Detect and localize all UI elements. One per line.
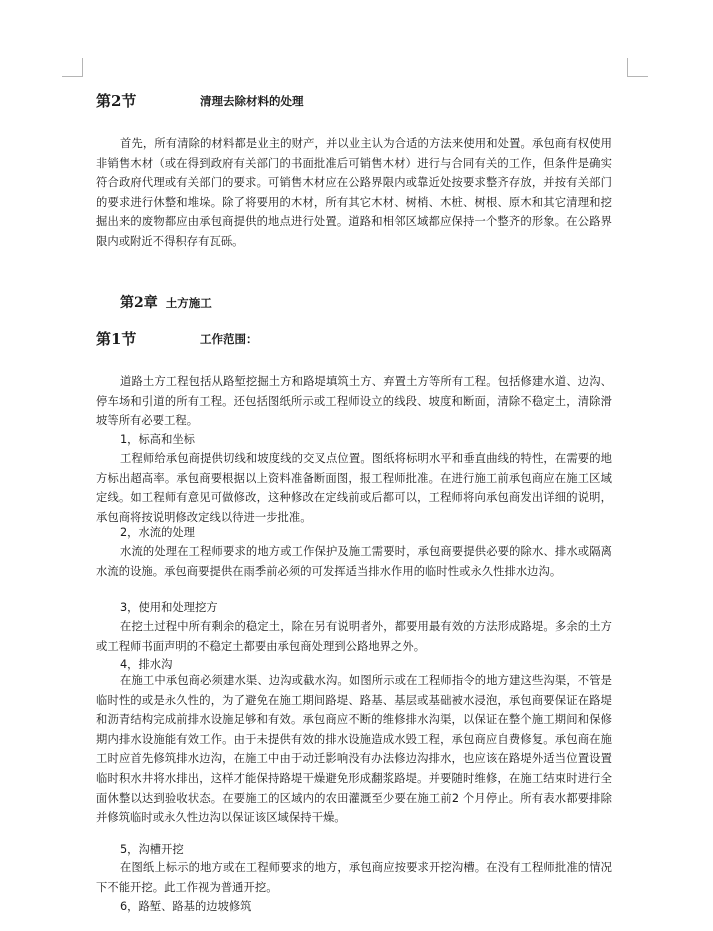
paragraph-elevation: 工程师给承包商提供切线和坡度线的交叉点位置。图纸将标明水平和垂直曲线的特性，在需要的地方标出超高率。承包商要根据以上资料准备断面图，报工程师批准。在进行施工前承包商应在施工区域定线。如工程师有意见可做修改，这种修改在定线前或后都可以，工程师将向承包商发出详细的说明，承包商将按说明修改定线以待进一步批准。 xyxy=(96,452,612,524)
section-title-scope: 工作范围： xyxy=(200,332,258,346)
crop-mark-top-right-h xyxy=(628,76,648,77)
paragraph-scope-intro: 道路土方工程包括从路堑挖掘土方和路堤填筑土方、弃置土方等所有工程。包括修建水道、边沟、停车场和引道的所有工程。还包括图纸所示或工程师设立的线段、坡度和断面，清除不稳定土，清除滑坡等所有必要工程。 xyxy=(96,375,612,428)
section-heading xyxy=(96,90,304,111)
paragraph-drainage-ditch: 在施工中承包商必须建水渠、边沟或截水沟。如图所示或在工程师指令的地方建这些沟渠，不管是临时性的或是永久性的，为了避免在施工期间路堤、路基、基层或基础被水浸泡，承包商要保证在路堤和沥青结构完成前排水设施足够和有效。承包商应不断的维修排水沟渠，以保证在整个施工期间和保修期内排水设施能有效工作。由于未提供有效的排水设施造成水毁工程，承包商应自费修复。承包商在施工时应首先修筑排水边沟，在施工中由于动迁影响没有办法修边沟排水，也应该在路堤外适当位置设置临时积水井将水排出，这样才能保持路堤干燥避免形成翻浆路堤。并要随时维修，在施工结束时进行全面休整以达到验收状态。在要施工的区域内的农田灌溉至少要在施工前2 个月停止。所有表水都要排除并修筑临时或永久性边沟以保证该区域保持干燥。 xyxy=(96,674,612,825)
paragraph-water-flow: 水流的处理在工程师要求的地方或工作保护及施工需要时，承包商要提供必要的除水、排水或隔离水流的设施。承包商要提供在雨季前必须的可发挥适当排水作用的临时性或永久性排水边沟。 xyxy=(96,545,612,578)
crop-mark-top-right-v xyxy=(627,58,628,77)
subheading-water-flow: 2，水流的处理 xyxy=(120,526,195,539)
subheading-trench: 5，沟槽开挖 xyxy=(120,843,184,856)
subheading-drainage-ditch: 4，排水沟 xyxy=(120,658,173,671)
paragraph-excavation-use: 在挖土过程中所有剩余的稳定土，除在另有说明者外，都要用最有效的方法形成路堤。多余的土方或工程师书面声明的不稳定土都要由承包商处理到公路地界之外。 xyxy=(96,620,612,653)
section-number: 第2节 xyxy=(96,92,137,110)
chapter-title: 土方施工 xyxy=(165,296,212,310)
crop-mark-top-left-v xyxy=(82,58,83,77)
section-title: 清理去除材料的处理 xyxy=(200,94,304,108)
section-heading-scope xyxy=(96,328,258,349)
subheading-slope: 6，路堑、路基的边坡修筑 xyxy=(120,900,252,913)
chapter-heading xyxy=(120,292,212,312)
paragraph-material-handling: 首先，所有清除的材料都是业主的财产，并以业主认为合适的方法来使用和处置。承包商有权使用非销售木材（或在得到政府有关部门的书面批准后可销售木材）进行与合同有关的工作，但条件是确实符合政府代理或有关部门的要求。可销售木材应在公路界限内或靠近处按要求整齐存放，并按有关部门的要求进行休整和堆垛。除了将要用的木材，所有其它木材、树梢、木桩、树根、原木和其它清理和挖掘出来的废物都应由承包商提供的地点进行处置。道路和相邻区域都应保持一个整齐的形象。在公路界限内或附近不得积存有瓦砾。 xyxy=(96,137,612,248)
section-number-scope: 第1节 xyxy=(96,330,137,348)
paragraph-trench: 在图纸上标示的地方或在工程师要求的地方，承包商应按要求开挖沟槽。在没有工程师批准的情况下不能开挖。此工作视为普通开挖。 xyxy=(96,861,612,894)
chapter-number: 第2章 xyxy=(120,295,158,311)
crop-mark-top-left-h xyxy=(62,76,82,77)
subheading-elevation: 1，标高和坐标 xyxy=(120,433,195,446)
subheading-excavation-use: 3，使用和处理挖方 xyxy=(120,601,218,614)
